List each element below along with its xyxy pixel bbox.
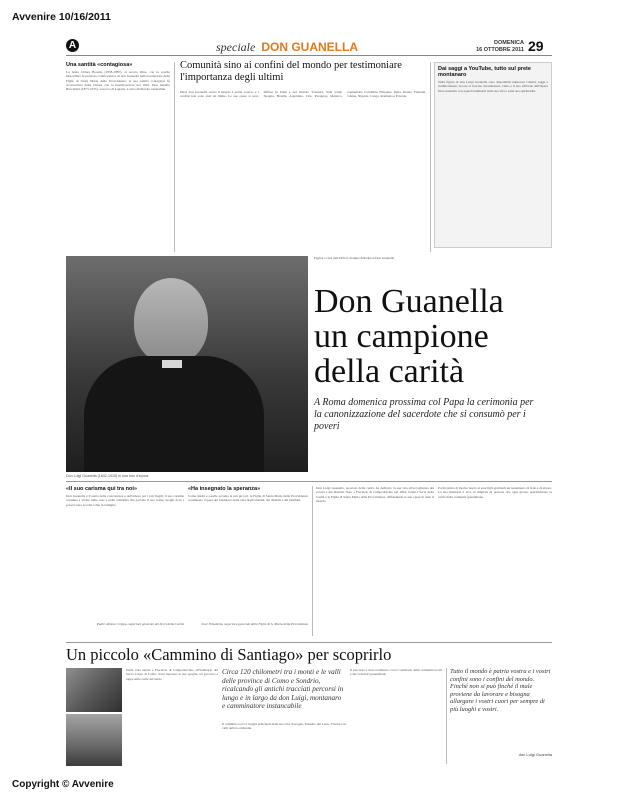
main-title-line-2: un campione bbox=[314, 318, 489, 355]
section-label: speciale bbox=[216, 40, 256, 54]
page-number: 29 bbox=[528, 38, 544, 54]
testimony-1 bbox=[66, 486, 184, 638]
photo-credit: Pagina a cura dell'Ufficio Stampa dell'Opera Don Guanella bbox=[314, 256, 395, 260]
logo-icon: A bbox=[66, 39, 79, 52]
quote-text: Tutto il mondo è patria vostra e i vostri confini sono i confini del mondo. Finché non si può finché il male proviene da lavorare e bisogna allargare i vostri cuori per sempre di più luoghi e vostri. bbox=[450, 668, 551, 713]
testimony-2-body: Come madri e sorelle accanto ai più piccoli, le Figlie di Santa Maria della Provvidenza continuano l'opera del fondatore nella cura degli anziani, dei disabili e dei bambini. bbox=[188, 494, 308, 503]
santiago-quote bbox=[450, 668, 552, 766]
testimony-1-body: Don Guanella è il santo della concretezza e dell'amore per i più fragili: il suo carisma continua a vivere nelle case e nelle comunità che portano il suo nome, luoghi dove i poveri sono accolti come in famiglia. bbox=[66, 494, 184, 507]
left-box-title: Una santità «contagiosa» bbox=[66, 62, 133, 68]
top-article-headline: Comunità sino ai confini del mondo per testimoniare l'importanza degli ultimi bbox=[180, 60, 402, 83]
testimony-2-signature: Suor Elisabetta, superiora generale delle Figlie di S. Maria della Provvidenza bbox=[201, 622, 308, 626]
santiago-headline: Un piccolo «Cammino di Santiago» per scoprirlo bbox=[66, 645, 392, 664]
photo-caption: Don Luigi Guanella (1842-1915) in una foto d'epoca bbox=[66, 474, 149, 478]
date: 16 OTTOBRE 2011 bbox=[476, 46, 524, 53]
testimony-2-title: «Ha insegnato la speranza» bbox=[188, 486, 261, 492]
main-title-line-1: Don Guanella bbox=[314, 283, 504, 320]
main-title-line-3: della carità bbox=[314, 353, 465, 390]
main-feature bbox=[314, 284, 552, 474]
right-box-title: Dai saggi a YouTube, tutto sul prete montanaro bbox=[438, 66, 531, 78]
top-article-body: Dieci don Guanella «tutto il mondo è patria vostra» e i confini non sono stati un limite. Le sue opere si sono diffuse in Italia e nel mondo: Svizzera, Stati Uniti, Spagna, Brasile, Argentina, Cile, Paraguay, Messico, Guatemala, Colombia, Filippine, India, Israele, Vietnam, Ghana, Nigeria, Congo, Romania e Polonia. bbox=[180, 90, 426, 99]
santiago-deck: Circa 120 chilometri tra i monti e le valli delle province di Como e Sondrio, ricalcando gli antichi tracciati percorsi in lungo e in largo da don Luigi, montanaro e camminatore instancabile bbox=[222, 668, 344, 711]
collar bbox=[162, 360, 182, 368]
figure-head bbox=[134, 278, 208, 364]
testimony-1-signature: Padre Alfonso Crippa, superiore generale dei Servi della Carità bbox=[96, 622, 184, 626]
santiago-body-3: Il percorso è stato realizzato con il contributo delle comunità locali e dei volontari guanelliani. bbox=[350, 668, 442, 677]
section-name: DON GUANELLA bbox=[261, 40, 358, 54]
newspaper-page bbox=[66, 38, 552, 766]
main-article-col-2: Pochi prima di morire lasciò ai suoi figli spirituali un testamento di fede e di amore. La sua memoria è viva in migliaia di persone che ogni giorno sperimentano la carità delle comunità guanelliane. bbox=[438, 486, 552, 499]
testimony-1-title: «Il suo carisma qui tra noi» bbox=[66, 486, 137, 492]
right-box bbox=[434, 62, 552, 248]
left-box bbox=[66, 62, 170, 252]
santiago-photo-1 bbox=[66, 668, 122, 712]
bottom-stamp: Copyright © Avvenire bbox=[12, 779, 114, 790]
page-header bbox=[66, 38, 552, 56]
figure-body bbox=[84, 356, 264, 472]
main-article-col-1: Don Luigi Guanella, apostolo della carità, ha dedicato la sua vita all'accoglienza dei poveri e dei disabili. Nato a Fraciscio di Campodolcino nel 1842, fondò i Servi della Carità e le Figlie di Santa Maria della Provvidenza, diffondendo le sue opere in tutto il mondo. bbox=[316, 486, 434, 503]
santiago-body-2: Il cammino tocca i luoghi principali della sua vita: Savogno, Pianello del Lario, Traona e le valli della Lombardia. bbox=[222, 722, 346, 731]
right-box-body: Sulla figura di don Luigi Guanella sono disponibili numerosi volumi, saggi e testimonianze; in rete si trovano documentari, video e il sito ufficiale dell'Opera Don Guanella con approfondimenti sulla sua vita e sulla sua spiritualità. bbox=[438, 80, 548, 93]
left-box-body: La beata Chiara Bosatta (1858-1887), al secolo Dina, con la sorella Marcellina fu preziosa collaboratrice di don Guanella nella fondazione delle Figlie di Santa Maria della Provvidenza; la sua santità contagiosa fu riconosciuta dalla Chiesa con la beatificazione nel 1991. Don Aurelio Bacciarini (1873-1935), vescovo di Lugano, è stato dichiarato venerabile. bbox=[66, 70, 170, 92]
santiago-body-1: Dalla casa natale a Fraciscio di Campodolcino, all'Santuario del Sacro Cuore di Como: dove riposano le sue spoglie, un percorso a tappe sulle orme del santo. bbox=[126, 668, 218, 681]
top-article bbox=[180, 60, 426, 252]
testimony-2 bbox=[188, 486, 308, 638]
quote-author: don Luigi Guanella bbox=[518, 752, 552, 757]
portrait-photo bbox=[66, 256, 308, 472]
weekday: DOMENICA bbox=[494, 40, 524, 46]
main-subtitle: A Roma domenica prossima col Papa la cerimonia per la canonizzazione del sacerdote che si consumò per i poveri bbox=[314, 397, 534, 432]
santiago-photo-2 bbox=[66, 714, 122, 766]
top-stamp: Avvenire 10/16/2011 bbox=[12, 11, 111, 23]
